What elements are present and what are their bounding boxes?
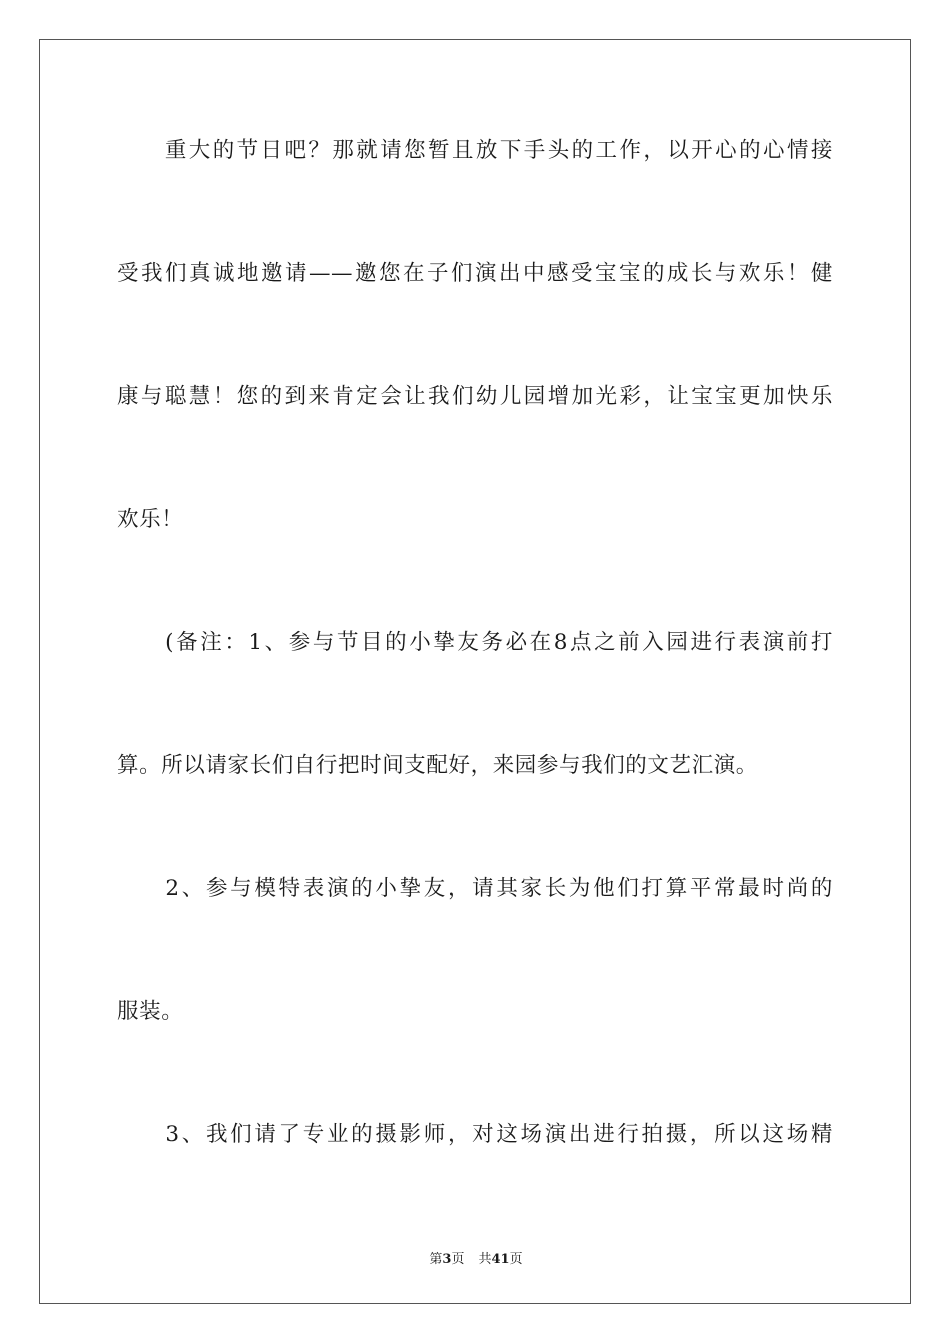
- text-line: 康与聪慧！您的到来肯定会让我们幼儿园增加光彩，让宝宝更加快乐: [117, 384, 833, 409]
- total-prefix: 共: [478, 1252, 492, 1267]
- text-line: 受我们真诚地邀请——邀您在子们演出中感受宝宝的成长与欢乐！健: [117, 261, 833, 286]
- text-line: 服装。: [117, 999, 184, 1024]
- text-line: 2、参与模特表演的小挚友，请其家长为他们打算平常最时尚的: [117, 876, 833, 901]
- total-suffix: 页: [509, 1252, 523, 1267]
- text-line: 算。所以请家长们自行把时间支配好，来园参与我们的文艺汇演。: [117, 753, 758, 778]
- page-prefix: 第: [429, 1252, 443, 1267]
- total-pages: 41: [491, 1252, 510, 1267]
- text-line: (备注：1、参与节目的小挚友务必在8点之前入园进行表演前打: [117, 630, 833, 655]
- document-body: [117, 126, 833, 1233]
- page-number: 3: [442, 1252, 452, 1267]
- page-frame: [39, 39, 911, 1304]
- page-suffix: 页: [451, 1252, 465, 1267]
- page-footer: [40, 1248, 912, 1267]
- text-line: 3、我们请了专业的摄影师，对这场演出进行拍摄，所以这场精: [117, 1122, 833, 1147]
- text-line: 重大的节日吧？那就请您暂且放下手头的工作，以开心的心情接: [117, 138, 833, 163]
- text-line: 欢乐！: [117, 507, 184, 532]
